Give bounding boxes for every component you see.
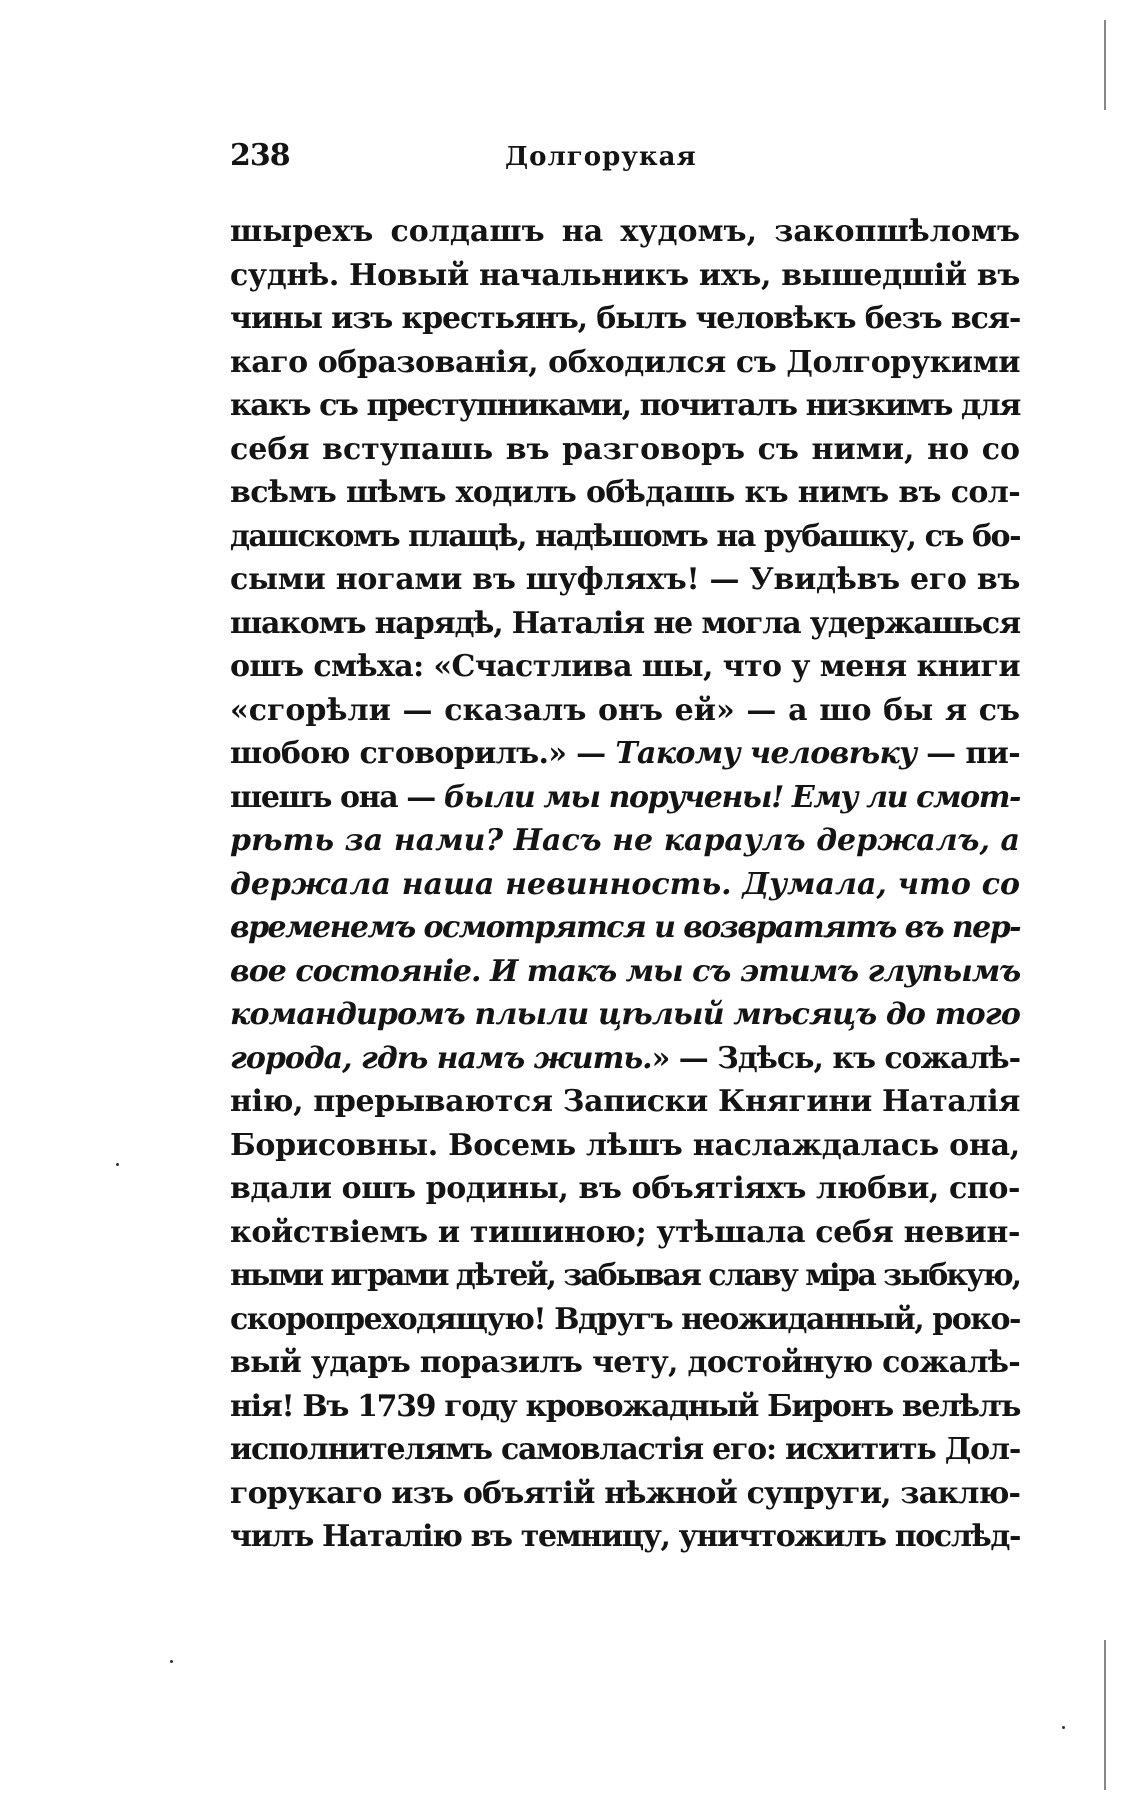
text-line [230,341,1020,385]
text-line [230,384,1020,428]
page-edge-mark [1104,1640,1106,1790]
text-segment: шешъ она — [230,779,444,815]
text-line [230,602,1020,646]
text-segment: шобою сговорилъ.» — [230,736,616,771]
text-segment: чилъ Наталію въ темницу, уничтожилъ послѣд- [230,1519,1021,1554]
text-line [230,776,1020,820]
ink-speck [1062,1726,1065,1729]
italic-quote-segment: рѣть за нами? Насъ не караулъ держалъ, а [230,823,1020,858]
italic-quote-segment: командиромъ плыли цѣлый мѣсяцъ до того [230,997,1020,1032]
text-line [230,1254,1020,1298]
text-line [230,645,1020,689]
italic-quote-segment: вое состояніе. И такъ мы съ этимъ глупымъ [230,953,1021,989]
page-header [230,138,1020,186]
text-segment: сыми ногами въ шуфляхъ! — Увидѣвъ его въ [230,562,1021,597]
text-line [230,1037,1020,1081]
text-line [230,689,1020,733]
text-line [230,1124,1020,1168]
text-line [230,950,1020,994]
text-segment: нія! Въ 1739 году кровожадный Биронъ велѣлъ [230,1388,1021,1424]
text-segment: всѣмъ шѣмъ ходилъ обѣдашь къ нимъ въ сол- [230,475,1021,510]
text-segment: «сгорѣли — сказалъ онъ ей» — а шо бы я съ [230,692,1020,728]
text-segment: вый ударъ поразилъ чету, достойную сожалѣ- [230,1345,1021,1380]
text-line [230,1515,1020,1559]
text-segment: вдали ошъ родины, въ объятіяхъ любви, спо- [230,1171,1020,1206]
text-line [230,1211,1020,1255]
text-line [230,1167,1020,1211]
text-line [230,1341,1020,1385]
text-line [230,428,1020,472]
text-line [230,254,1020,298]
italic-quote-segment: города, гдѣ намъ жить. [230,1040,652,1076]
text-segment: суднѣ. Новый начальникъ ихъ, вышедшій въ [230,257,1020,293]
text-line [230,1472,1020,1516]
ink-speck [116,1163,119,1166]
text-line [230,819,1020,863]
text-segment: ными играми дѣтей, забывая славу міра зыбкую, [230,1258,1020,1293]
text-segment: шакомъ нарядѣ, Наталія не могла удержашься [230,605,1020,641]
italic-quote-segment: Такому человѣку [615,736,917,771]
text-segment: нію, прерываются Записки Княгини Наталія [230,1084,1021,1119]
text-segment: Борисовны. Восемь лѣшъ наслаждалась она, [230,1127,1020,1163]
text-segment: койствіемъ и тишиною; утѣшала себя невин- [230,1214,1021,1250]
text-line [230,863,1020,907]
text-line [230,1385,1020,1429]
italic-quote-segment: держала наша невинность. Думала, что со [230,866,1020,902]
text-segment: горукаго изъ объятій нѣжной супруги, заклю- [230,1475,1021,1511]
italic-quote-segment: временемъ осмотрятся и возвратятъ въ пер- [230,910,1021,945]
page-number: 238 [230,138,290,173]
text-segment: » — Здѣсь, къ сожалѣ- [651,1040,1021,1076]
text-line [230,1428,1020,1472]
text-line [230,906,1020,950]
text-segment: чины изъ крестьянъ, былъ человѣкъ безъ вся- [230,301,1021,336]
text-line [230,210,1020,254]
body-text [230,210,1020,1559]
text-segment: шырехъ солдашъ на худомъ, закопшѣломъ [230,214,1020,249]
text-line [230,515,1020,559]
text-segment: какъ съ преступниками, почиталъ низкимъ для [230,388,1020,423]
text-segment: — пи- [916,736,1020,771]
text-line [230,993,1020,1037]
text-line [230,471,1020,515]
italic-quote-segment: были мы поручены! Ему ли смот- [443,779,1021,815]
text-line [230,297,1020,341]
text-segment: скоропреходящую! Вдругъ неожиданный, роко- [230,1301,1020,1337]
page-edge-mark [1104,20,1106,110]
text-segment: каго образованія, обходился съ Долгорукими [230,344,1020,380]
running-head: Долгорукая [505,142,697,172]
ink-speck [170,1660,173,1663]
text-segment: себя вступашь въ разговоръ съ ними, но со [230,431,1020,467]
text-line [230,1298,1020,1342]
text-line [230,558,1020,602]
text-segment: исполнителямъ самовластія его: исхитить Дол- [230,1432,1021,1467]
text-segment: дашскомъ плащѣ, надѣшомъ на рубашку, съ бо- [230,518,1021,554]
text-line [230,1080,1020,1124]
text-segment: ошъ смѣха: «Счастлива шы, что у меня книги [230,649,1020,684]
text-line [230,732,1020,776]
